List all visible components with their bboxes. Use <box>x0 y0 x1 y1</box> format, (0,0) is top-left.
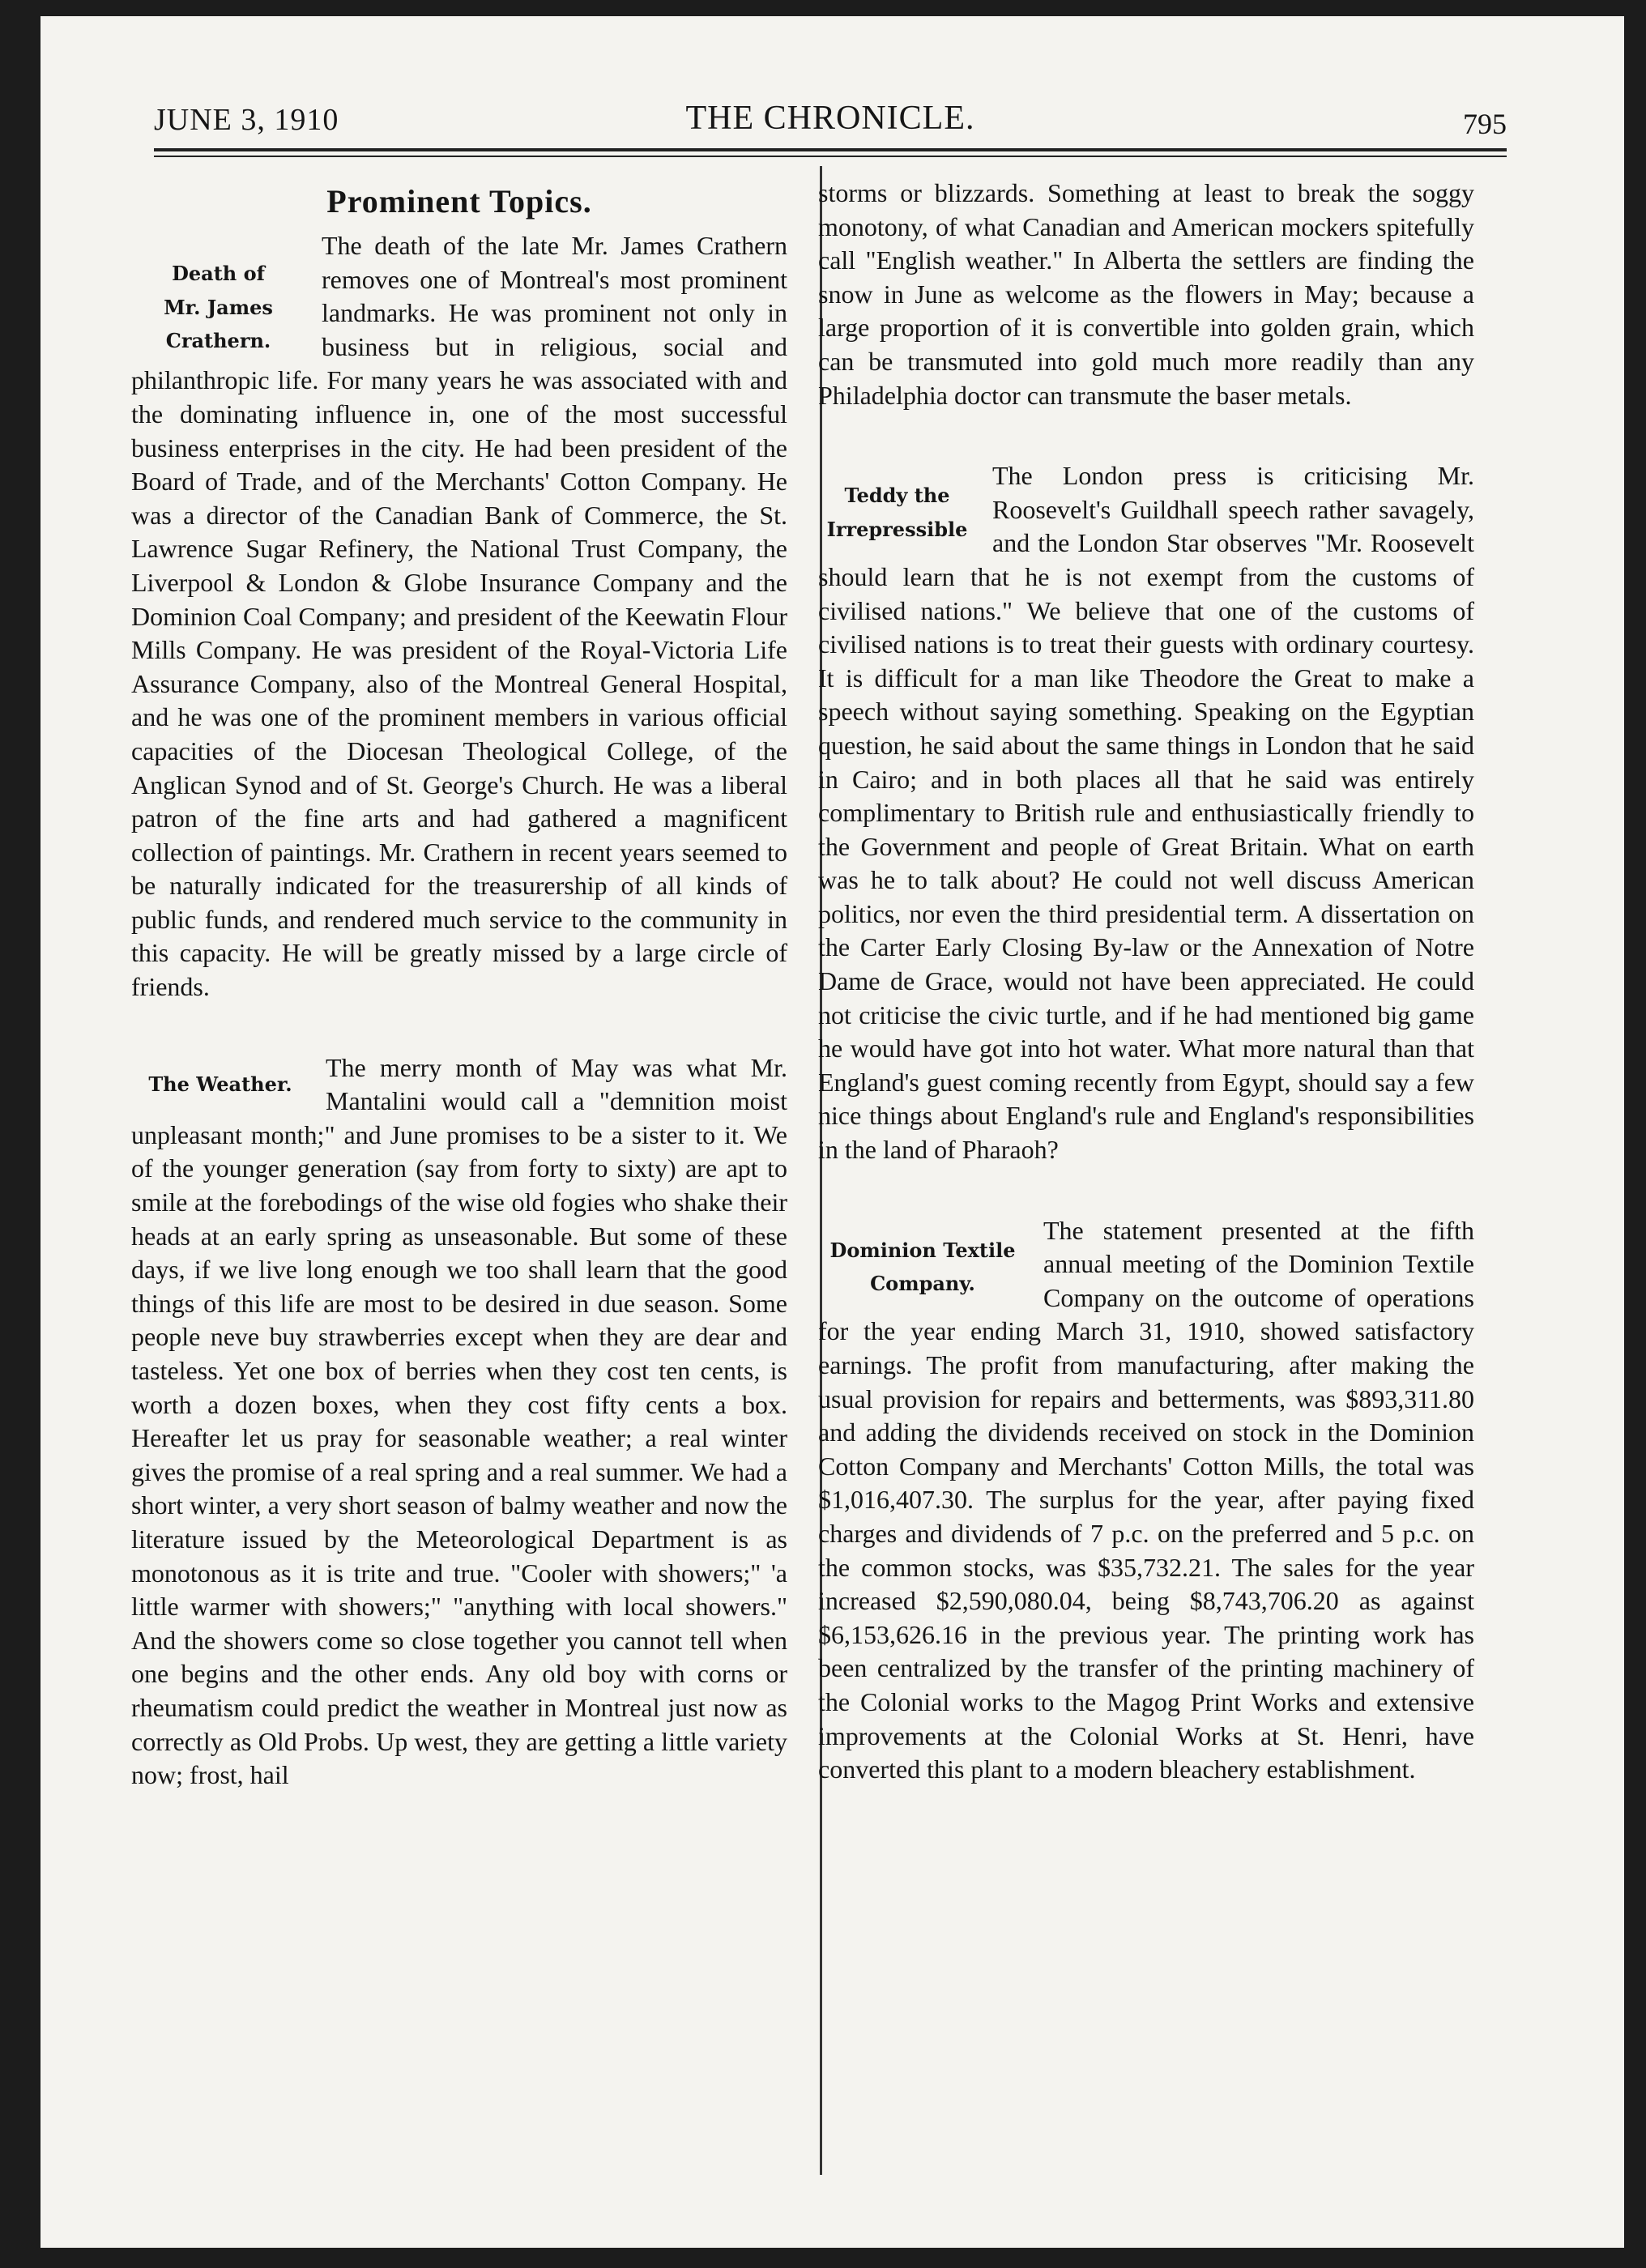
right-column <box>818 177 1474 1787</box>
article-heading-line: Company. <box>870 1272 975 1296</box>
article-roosevelt <box>818 459 1474 1166</box>
issue-date: JUNE 3, 1910 <box>154 103 339 137</box>
article-heading <box>818 1234 1027 1301</box>
header-rule <box>154 148 1507 151</box>
header-rule-thin <box>154 156 1507 157</box>
page-number: 795 <box>1463 108 1507 140</box>
article-heading-line: Irrepressible <box>826 517 968 541</box>
article-body: The death of the late Mr. James Crathern removes one of Montreal's most prominent landmarks. He was prominent not only in business but in religious, social and philanthropic life. For many years he was associated with and the dominating influence in, one of the most successful business enterprises in the city. He had been president of the Board of Trade, and of the Merchants' Cotton Company. He was a director of the Canadian Bank of Commerce, the St. Lawrence Sugar Refinery, the National Trust Company, the Liverpool & London & Globe Insurance Company and the Dominion Coal Company; and president of the Keewatin Flour Mills Company. He was president of the Royal-Victoria Life Assurance Company, also of the Montreal General Hospital, and he was one of the prominent members in various official capacities of the Diocesan Theological College, of the Anglican Synod and of St. George's Church. He was a liberal patron of the fine arts and had gathered a magnificent collection of paintings. Mr. Crathern in recent years seemed to be naturally indicated for the treasurership of all kinds of public funds, and rendered much service to the community in this capacity. He will be greatly missed by a large circle of friends. <box>131 231 787 1002</box>
article-heading-line: Mr. James Crathern. <box>164 295 273 353</box>
article-heading-line: The Weather. <box>148 1072 292 1096</box>
article-heading <box>131 257 305 358</box>
masthead <box>154 87 1507 152</box>
article-body: The statement presented at the fifth annual meeting of the Dominion Textile Company on the outcome of operations for the year ending March 31, 1910, showed satisfactory earnings. The profit from manufacturing, after making the usual provision for repairs and betterments, was $893,311.80 and adding the dividends received on stock in the Dominion Cotton Company and Merchants' Cotton Mills, the total was $1,016,407.30. The surplus for the year, after paying fixed charges and dividends of 7 p.c. on the preferred and 5 p.c. on the common stocks, was $35,732.21. The sales for the year increased $2,590,080.04, being $8,743,706.20 as against $6,153,626.16 in the previous year. The printing work has been centralized by the transfer of the printing machinery of the Colonial works to the Magog Print Works and extensive improvements at the Colonial Works at St. Henri, have converted this plant to a modern bleachery establishment. <box>818 1215 1474 1784</box>
newspaper-page <box>41 16 1624 2248</box>
article-continuation: storms or blizzards. Something at least to break the soggy monotony, of what Canadian and American mockers spitefully call "English weather." In Alberta the settlers are finding the snow in June as welcome as the flowers in May; because a large proportion of it is convertible into golden grain, which can be transmuted into gold much more readily than any Philadelphia doctor can transmute the baser metals. <box>818 178 1474 410</box>
left-column <box>131 182 787 1793</box>
section-title: Prominent Topics. <box>326 183 592 220</box>
article-crathern <box>131 229 787 1004</box>
article-body: The merry month of May was what Mr. Mantalini would call a "demnition moist unpleasant month;" and June promises to be a sister to it. We of the younger generation (say from forty to sixty) are apt to smile at the forebodings of the wise old fogies who shake their heads at an early spring as unseasonable. But some of these days, if we live long enough we too shall learn that the good things of this life are most to be desired in due season. Some people neve buy strawberries except when they are dear and tasteless. Yet one box of berries when they cost ten cents, is worth a dozen boxes, when they cost fifty cents a box. Hereafter let us pray for seasonable weather; a real winter gives the promise of a real spring and a real summer. We had a short winter, a very short season of balmy weather and now the literature issued by the Meteorological Department is as monotonous as it is trite and true. "Cooler with showers;" 'a little warmer with showers;" "anything with local showers." And the showers come so close together you cannot tell when one begins and the other ends. Any old boy with corns or rheumatism could predict the weather in Montreal just now as correctly as Old Probs. Up west, they are getting a little variety now; frost, hail <box>131 1052 787 1790</box>
publication-title: THE CHRONICLE. <box>685 100 975 137</box>
article-weather <box>131 1051 787 1793</box>
article-heading-line: Dominion Textile <box>829 1238 1016 1262</box>
article-heading <box>131 1068 309 1102</box>
article-dominion-textile <box>818 1214 1474 1787</box>
article-body: The London press is criticising Mr. Roosevelt's Guildhall speech rather savagely, and the London Star observes "Mr. Roosevelt should learn that he is not exempt from the customs of civilised nations." We believe that one of the customs of civilised nations is to treat their guests with ordinary courtesy. It is difficult for a man like Theodore the Great to make a speech without saying something. Speaking on the Egyptian question, he said about the same things in London that he said in Cairo; and in both places all that he said was entirely complimentary to British rule and enthusiastically friendly to the Government and people of Great Britain. What on earth was he to talk about? He could not well discuss American politics, nor even the third presidential term. A dissertation on the Carter Early Closing By-law or the Annexation of Notre Dame de Grace, would not have been appreciated. He could not criticise the civic turtle, and if he had mentioned big game he would have got into hot water. What more natural than that England's guest coming recently from Egypt, should say a few nice things about England's rule and England's responsibilities in the land of Pharaoh? <box>818 461 1474 1165</box>
article-heading-line: Death of <box>172 262 265 285</box>
article-heading <box>818 479 976 546</box>
article-heading-line: Teddy the <box>844 484 950 508</box>
